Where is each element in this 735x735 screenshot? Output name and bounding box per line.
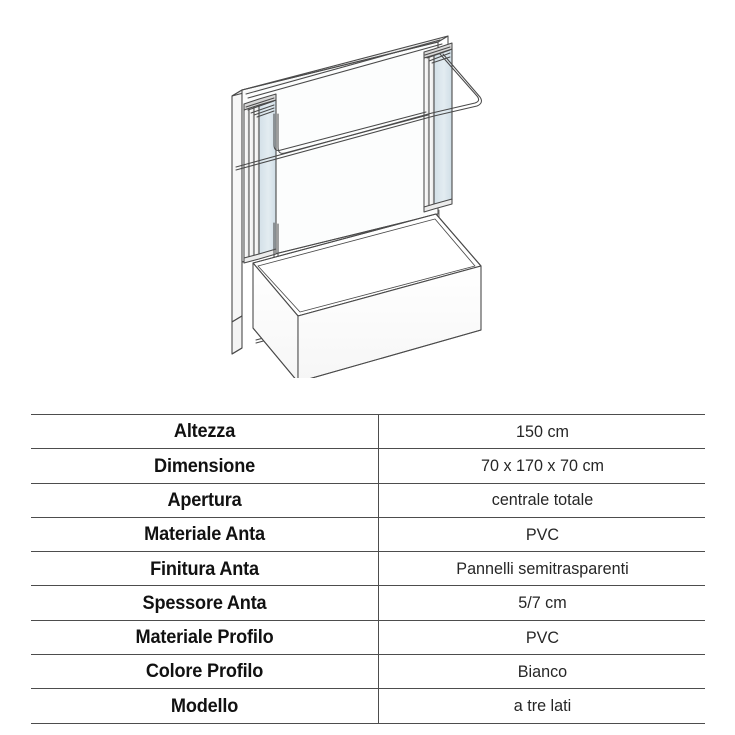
spec-label: Finitura Anta [43, 552, 366, 586]
spec-value: centrale totale [387, 483, 697, 517]
wall-return-strip [232, 316, 242, 354]
spec-value: PVC [387, 620, 697, 654]
table-row [31, 552, 705, 586]
drawing-geometry [232, 36, 481, 378]
spec-value: 150 cm [387, 415, 697, 449]
table-row [31, 483, 705, 517]
table-row [31, 655, 705, 689]
spec-value: Bianco [387, 655, 697, 689]
table-row [31, 620, 705, 654]
spec-label: Dimensione [43, 449, 366, 483]
table-row [31, 689, 705, 723]
right-corner-post-assembly [424, 43, 452, 212]
spec-value: 70 x 170 x 70 cm [387, 449, 697, 483]
spec-label: Modello [43, 689, 366, 723]
spec-label: Spessore Anta [43, 586, 366, 620]
table-body [31, 415, 705, 724]
table-row [31, 586, 705, 620]
spec-value: a tre lati [387, 689, 697, 723]
left-folding-panel-assembly [244, 94, 276, 263]
spec-label: Materiale Anta [43, 517, 366, 551]
table-row [31, 449, 705, 483]
shower-screen-isometric-drawing [196, 18, 526, 378]
spec-value: PVC [387, 517, 697, 551]
table-row [31, 415, 705, 449]
spec-label: Colore Profilo [43, 655, 366, 689]
table-row [31, 517, 705, 551]
product-specifications-table [31, 414, 705, 724]
spec-value: 5/7 cm [387, 586, 697, 620]
spec-label: Materiale Profilo [43, 620, 366, 654]
spec-label: Altezza [43, 415, 366, 449]
spec-value: Pannelli semitrasparenti [387, 552, 697, 586]
spec-label: Apertura [43, 483, 366, 517]
